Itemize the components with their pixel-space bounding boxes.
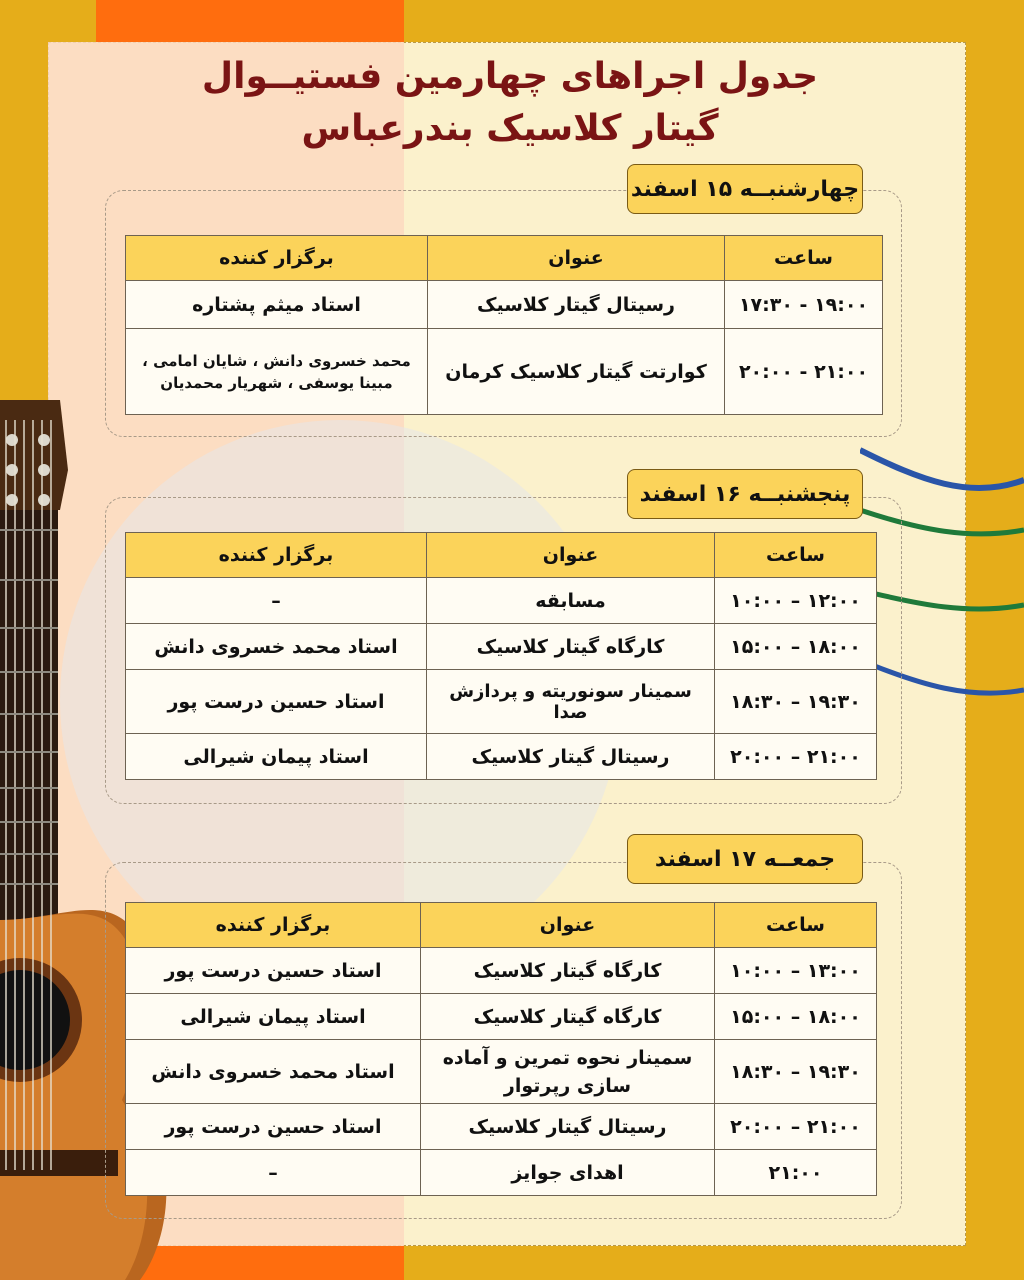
cell-host: استاد میثم پشتاره bbox=[126, 281, 428, 329]
page-title-line-2: گیتار کلاسیک بندرعباس bbox=[301, 108, 719, 149]
cell-title: مسابقه bbox=[427, 578, 715, 624]
day-label-2: پنجشنبــه ۱۶ اسفند bbox=[627, 469, 863, 519]
cell-time: ۱۹:۰۰ - ۱۷:۳۰ bbox=[725, 281, 883, 329]
header-time: ساعت bbox=[715, 533, 877, 578]
cell-title: سمینار سونوریته و پردازش صدا bbox=[427, 670, 715, 734]
cell-title: رسیتال گیتار کلاسیک bbox=[428, 281, 725, 329]
header-host: برگزار کننده bbox=[126, 236, 428, 281]
cell-host: استاد پیمان شیرالی bbox=[126, 994, 421, 1040]
cell-time: ۱۸:۰۰ – ۱۵:۰۰ bbox=[715, 624, 877, 670]
schedule-table-day-2 bbox=[125, 532, 877, 780]
cell-title: کارگاه گیتار کلاسیک bbox=[427, 624, 715, 670]
cell-time: ۱۲:۰۰ – ۱۰:۰۰ bbox=[715, 578, 877, 624]
header-time: ساعت bbox=[725, 236, 883, 281]
cell-host: استاد حسین درست پور bbox=[126, 670, 427, 734]
cell-host: استاد محمد خسروی دانش bbox=[126, 1040, 421, 1104]
header-time: ساعت bbox=[715, 903, 877, 948]
cell-title: سمینار نحوه تمرین و آماده سازی رپرتوار bbox=[421, 1040, 715, 1104]
cell-host: استاد پیمان شیرالی bbox=[126, 734, 427, 780]
cell-title: کارگاه گیتار کلاسیک bbox=[421, 994, 715, 1040]
day-label-3: جمعــه ۱۷ اسفند bbox=[627, 834, 863, 884]
cell-title: اهدای جوایز bbox=[421, 1150, 715, 1196]
cell-host: استاد محمد خسروی دانش bbox=[126, 624, 427, 670]
cell-time: ۲۱:۰۰ – ۲۰:۰۰ bbox=[715, 1104, 877, 1150]
header-host: برگزار کننده bbox=[126, 903, 421, 948]
cell-time: ۲۱:۰۰ bbox=[715, 1150, 877, 1196]
header-title: عنوان bbox=[428, 236, 725, 281]
cell-time: ۱۹:۳۰ – ۱۸:۳۰ bbox=[715, 670, 877, 734]
cell-time: ۲۱:۰۰ – ۲۰:۰۰ bbox=[715, 734, 877, 780]
cell-host: استاد حسین درست پور bbox=[126, 948, 421, 994]
cell-time: ۲۱:۰۰ - ۲۰:۰۰ bbox=[725, 329, 883, 415]
cell-host: محمد خسروی دانش ، شایان امامی ، مبینا یوسفی ، شهریار محمدیان bbox=[126, 329, 428, 415]
cell-time: ۱۳:۰۰ – ۱۰:۰۰ bbox=[715, 948, 877, 994]
cell-time: ۱۸:۰۰ – ۱۵:۰۰ bbox=[715, 994, 877, 1040]
header-host: برگزار کننده bbox=[126, 533, 427, 578]
cell-host: – bbox=[126, 578, 427, 624]
day-label-1: چهارشنبــه ۱۵ اسفند bbox=[627, 164, 863, 214]
schedule-table-day-3 bbox=[125, 902, 877, 1196]
cell-title: رسیتال گیتار کلاسیک bbox=[427, 734, 715, 780]
cell-host: – bbox=[126, 1150, 421, 1196]
cell-title: کارگاه گیتار کلاسیک bbox=[421, 948, 715, 994]
cell-title: کوارتت گیتار کلاسیک کرمان bbox=[428, 329, 725, 415]
header-title: عنوان bbox=[421, 903, 715, 948]
header-title: عنوان bbox=[427, 533, 715, 578]
cell-host: استاد حسین درست پور bbox=[126, 1104, 421, 1150]
schedule-table-day-1 bbox=[125, 235, 883, 415]
page-title-line-1: جدول اجراهای چهارمین فستیــوال bbox=[201, 56, 819, 97]
cell-time: ۱۹:۳۰ – ۱۸:۳۰ bbox=[715, 1040, 877, 1104]
cell-title: رسیتال گیتار کلاسیک bbox=[421, 1104, 715, 1150]
